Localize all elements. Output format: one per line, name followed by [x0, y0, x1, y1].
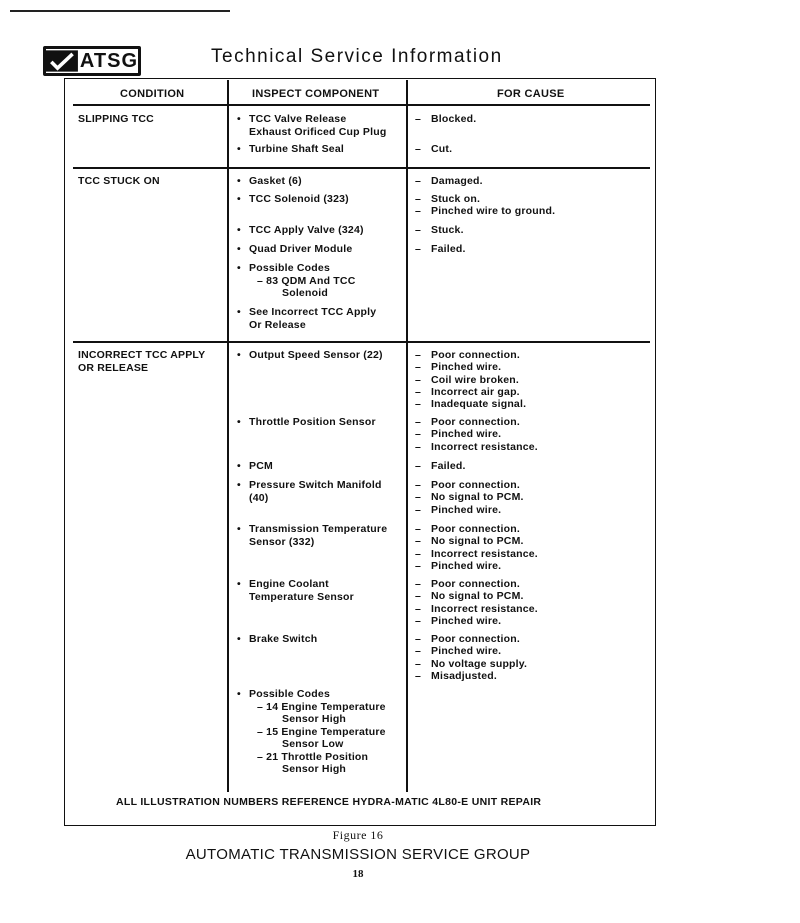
condition-text: TCC STUCK ON: [78, 175, 160, 187]
component-text: TCC Apply Valve (324): [249, 224, 364, 236]
page-number: 18: [352, 868, 364, 880]
cause-group: – Poor connection. – Pinched wire. – Incorrect resistance.: [415, 416, 538, 453]
bullet-icon: •: [237, 523, 241, 535]
cause-group: – Poor connection. – Pinched wire. – No voltage supply. – Misadjusted.: [415, 633, 528, 682]
bullet-icon: •: [237, 460, 241, 472]
component-text: See Incorrect TCC Apply: [249, 306, 377, 318]
component-text: Possible Codes: [249, 688, 330, 700]
top-rule: [10, 10, 230, 12]
condition-text: SLIPPING TCC: [78, 113, 154, 125]
component-text: Quad Driver Module: [249, 243, 353, 255]
cause-group: – Damaged.: [415, 175, 483, 187]
column-header-cause: FOR CAUSE: [497, 88, 565, 100]
condition-cell: [78, 349, 205, 374]
bullet-icon: •: [237, 224, 241, 236]
component-text: (40): [249, 491, 269, 504]
atsg-logo: [43, 46, 141, 76]
cause-group: – Poor connection. – No signal to PCM. – Incorrect resistance. – Pinched wire.: [415, 578, 538, 627]
component-item: [237, 416, 376, 429]
cause-group: – Failed.: [415, 460, 466, 472]
cause-text: Pinched wire.: [431, 559, 502, 572]
cause-text: Pinched wire.: [431, 645, 502, 658]
component-item: [237, 243, 352, 256]
component-item: [237, 460, 273, 473]
component-item: [237, 578, 354, 603]
cause-text: Inadequate signal.: [431, 398, 527, 411]
cause-text: Coil wire broken.: [431, 373, 519, 386]
cause-text: Pinched wire to ground.: [431, 205, 556, 218]
cause-group: – Poor connection. – Pinched wire. – Coil wire broken. – Incorrect air gap. – Inadequate signal.: [415, 349, 527, 411]
component-item: [237, 349, 383, 362]
row-rule: [73, 167, 650, 169]
organization-name: AUTOMATIC TRANSMISSION SERVICE GROUP: [185, 846, 531, 863]
bullet-icon: •: [237, 349, 241, 361]
condition-text: OR RELEASE: [78, 361, 149, 374]
component-item: [237, 262, 355, 300]
cause-text: Failed.: [431, 243, 466, 255]
component-item: [237, 143, 344, 156]
bullet-icon: •: [237, 243, 241, 255]
page-title: Technical Service Information: [211, 46, 503, 67]
bullet-icon: •: [237, 175, 241, 187]
component-text: – 15 Engine Temperature: [257, 725, 386, 738]
component-text: Output Speed Sensor (22): [249, 349, 383, 361]
component-text: Or Release: [249, 318, 306, 331]
cause-text: Incorrect resistance.: [431, 547, 538, 560]
component-item: [237, 688, 386, 776]
component-item: [237, 224, 364, 237]
condition-cell: [78, 113, 154, 126]
component-text: PCM: [249, 460, 273, 472]
row-rule: [73, 341, 650, 343]
cause-text: Stuck on.: [431, 193, 481, 205]
cause-group: – Stuck on. – Pinched wire to ground.: [415, 193, 556, 218]
condition-text: INCORRECT TCC APPLY: [78, 349, 206, 361]
header-rule: [73, 104, 650, 106]
column-divider: [227, 80, 229, 792]
component-item: [237, 306, 376, 331]
component-text: – 21 Throttle Position: [257, 750, 369, 763]
component-text: Solenoid: [282, 287, 328, 299]
bullet-icon: •: [237, 688, 241, 700]
cause-text: No signal to PCM.: [431, 491, 524, 504]
cause-text: Incorrect air gap.: [431, 385, 520, 398]
cause-text: Misadjusted.: [431, 669, 497, 682]
cause-text: No voltage supply.: [431, 657, 528, 670]
bullet-icon: •: [237, 306, 241, 318]
cause-text: Poor connection.: [431, 578, 520, 590]
bullet-icon: •: [237, 416, 241, 428]
bullet-icon: •: [237, 143, 241, 155]
bullet-icon: •: [237, 479, 241, 491]
component-text: – 83 QDM And TCC: [257, 274, 356, 287]
bullet-icon: •: [237, 262, 241, 274]
cause-text: Poor connection.: [431, 416, 520, 428]
cause-text: Pinched wire.: [431, 614, 502, 627]
bullet-icon: •: [237, 193, 241, 205]
bullet-icon: •: [237, 578, 241, 590]
component-text: Brake Switch: [249, 633, 318, 645]
component-text: Sensor (332): [249, 535, 315, 548]
component-text: Sensor High: [282, 713, 347, 725]
cause-group: – Failed.: [415, 243, 466, 255]
component-text: Pressure Switch Manifold: [249, 479, 382, 491]
cause-text: Incorrect resistance.: [431, 602, 538, 615]
component-item: [237, 633, 317, 646]
column-header-condition: CONDITION: [120, 88, 185, 100]
cause-text: Poor connection.: [431, 523, 520, 535]
component-item: [237, 523, 387, 548]
component-text: Exhaust Orificed Cup Plug: [249, 125, 387, 138]
cause-group: – Poor connection. – No signal to PCM. – Incorrect resistance. – Pinched wire.: [415, 523, 538, 572]
component-text: Gasket (6): [249, 175, 302, 187]
component-text: Throttle Position Sensor: [249, 416, 376, 428]
cause-text: Poor connection.: [431, 349, 520, 361]
component-text: Possible Codes: [249, 262, 330, 274]
bullet-icon: •: [237, 113, 241, 125]
cause-group: – Stuck.: [415, 224, 464, 236]
cause-text: Poor connection.: [431, 633, 520, 645]
cause-text: Poor connection.: [431, 479, 520, 491]
cause-text: Pinched wire.: [431, 428, 502, 441]
cause-group: – Poor connection. – No signal to PCM. – Pinched wire.: [415, 479, 524, 516]
component-text: Engine Coolant: [249, 578, 329, 590]
condition-cell: [78, 175, 160, 188]
cause-text: Damaged.: [431, 175, 483, 187]
cause-text: Pinched wire.: [431, 503, 502, 516]
component-text: Turbine Shaft Seal: [249, 143, 345, 155]
component-item: [237, 113, 386, 138]
column-divider: [406, 80, 408, 792]
cause-text: Stuck.: [431, 224, 464, 236]
table-footnote: ALL ILLUSTRATION NUMBERS REFERENCE HYDRA-MATIC 4L80-E UNIT REPAIR: [116, 796, 542, 808]
cause-text: No signal to PCM.: [431, 590, 524, 603]
component-item: [237, 479, 382, 504]
component-item: [237, 175, 302, 188]
cause-text: Blocked.: [431, 113, 477, 125]
component-text: Sensor High: [282, 763, 347, 775]
column-header-component: INSPECT COMPONENT: [252, 88, 380, 100]
component-text: – 14 Engine Temperature: [257, 700, 386, 713]
cause-text: Pinched wire.: [431, 361, 502, 374]
component-text: TCC Valve Release: [249, 113, 347, 125]
component-text: Temperature Sensor: [249, 590, 354, 603]
checkmark-icon: [46, 49, 78, 73]
component-text: Transmission Temperature: [249, 523, 388, 535]
cause-text: Cut.: [431, 143, 453, 155]
bullet-icon: •: [237, 633, 241, 645]
cause-group: – Blocked.: [415, 113, 477, 125]
cause-text: No signal to PCM.: [431, 535, 524, 548]
figure-caption: Figure 16: [332, 828, 384, 842]
logo-text: ATSG: [79, 49, 138, 72]
component-text: Sensor Low: [282, 738, 344, 750]
cause-text: Failed.: [431, 460, 466, 472]
cause-text: Incorrect resistance.: [431, 440, 538, 453]
cause-group: – Cut.: [415, 143, 453, 155]
component-text: TCC Solenoid (323): [249, 193, 349, 205]
component-item: [237, 193, 349, 206]
